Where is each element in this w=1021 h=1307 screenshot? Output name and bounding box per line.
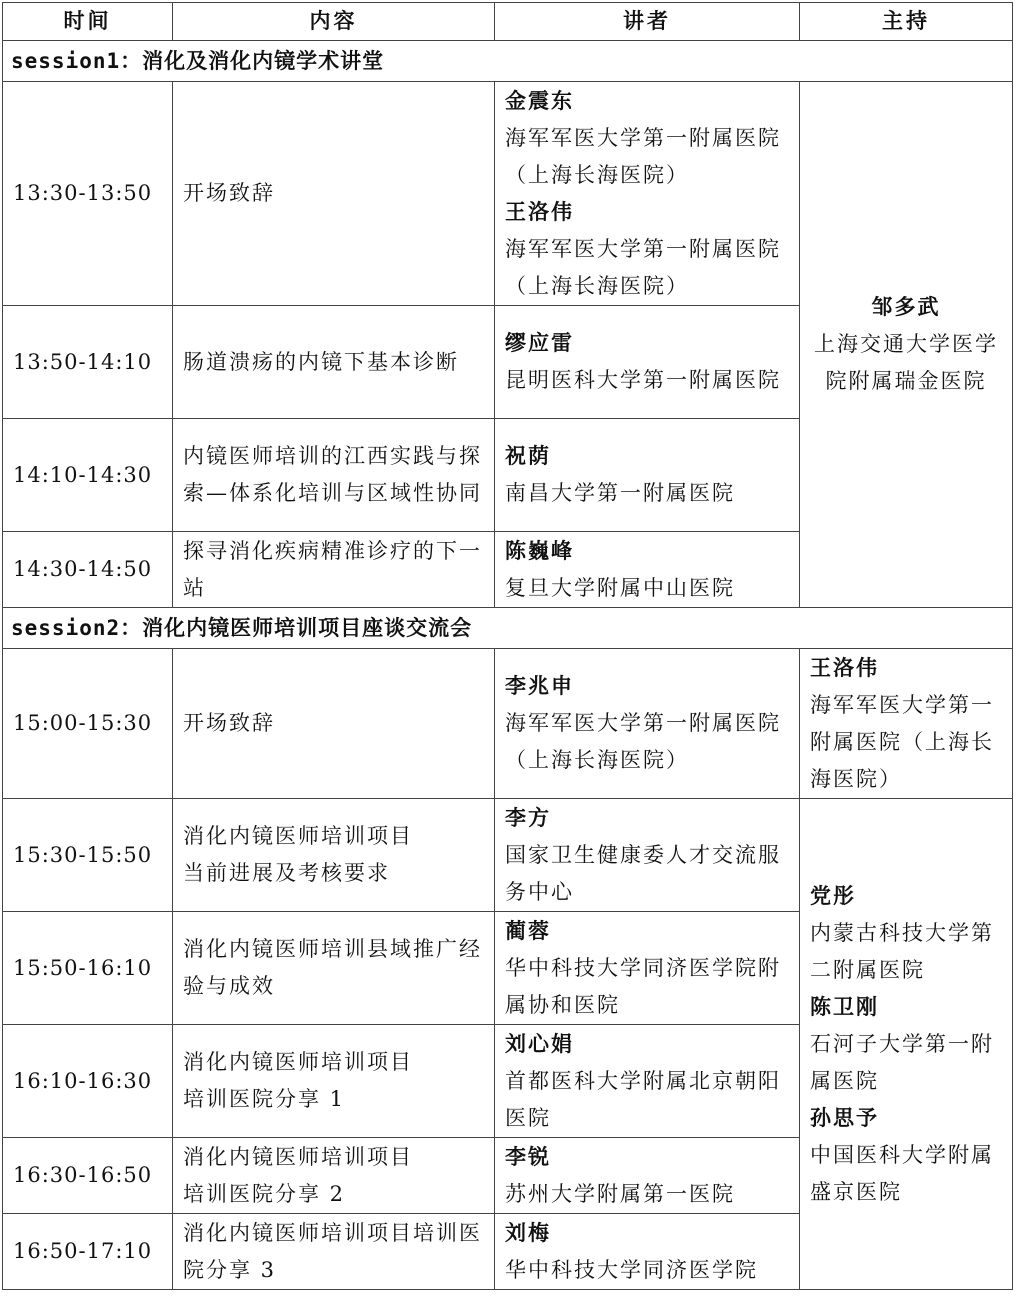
content-cell: 探寻消化疾病精准诊疗的下一站 — [173, 532, 495, 608]
speaker-name: 刘心娟 — [505, 1031, 574, 1056]
speaker-cell — [495, 649, 800, 799]
time-cell: 14:10-14:30 — [3, 419, 173, 532]
speaker-org: 首都医科大学附属北京朝阳医院 — [505, 1068, 781, 1130]
time-cell: 15:00-15:30 — [3, 649, 173, 799]
content-line: 培训医院分享 1 — [183, 1087, 346, 1111]
content-line: 消化内镜医师培训项目 — [183, 824, 413, 848]
table-row — [3, 799, 1013, 912]
content-line: 消化内镜医师培训项目 — [183, 1050, 413, 1074]
speaker-name: 缪应雷 — [505, 331, 574, 355]
speaker-org: 昆明医科大学第一附属医院 — [505, 368, 781, 392]
speaker-org: 南昌大学第一附属医院 — [505, 481, 735, 505]
time-cell: 15:50-16:10 — [3, 912, 173, 1025]
time-cell: 13:30-13:50 — [3, 82, 173, 306]
table-row — [3, 82, 1013, 306]
content-cell: 消化内镜医师培训县域推广经验与成效 — [173, 912, 495, 1025]
host-name: 邹多武 — [871, 295, 941, 319]
speaker-org: 华中科技大学同济医学院附属协和医院 — [505, 955, 781, 1017]
host-org: 中国医科大学附属盛京医院 — [810, 1142, 994, 1204]
host-org: 海军军医大学第一附属医院（上海长海医院） — [810, 692, 994, 791]
content-cell: 肠道溃疡的内镜下基本诊断 — [173, 306, 495, 419]
host-name: 陈卫刚 — [810, 994, 879, 1019]
header-time: 时间 — [3, 3, 173, 41]
time-cell: 15:30-15:50 — [3, 799, 173, 912]
speaker-org: 海军军医大学第一附属医院（上海长海医院） — [505, 711, 781, 772]
speaker-cell — [495, 419, 800, 532]
speaker-name: 李锐 — [505, 1144, 551, 1169]
content-cell: 开场致辞 — [173, 82, 495, 306]
content-line: 当前进展及考核要求 — [183, 861, 390, 885]
speaker-cell — [495, 532, 800, 608]
host-org: 上海交通大学医学院附属瑞金医院 — [814, 332, 998, 393]
speaker-cell — [495, 306, 800, 419]
time-cell: 14:30-14:50 — [3, 532, 173, 608]
host-name: 王洛伟 — [810, 655, 879, 680]
session2-row — [3, 608, 1013, 649]
speaker-name: 陈巍峰 — [505, 538, 574, 563]
speaker-org: 苏州大学附属第一医院 — [505, 1181, 735, 1206]
speaker-cell — [495, 1138, 800, 1214]
speaker-name: 刘梅 — [505, 1220, 551, 1245]
content-cell: 内镜医师培训的江西实践与探索—体系化培训与区域性协同 — [173, 419, 495, 532]
time-cell: 16:50-17:10 — [3, 1214, 173, 1290]
host-cell — [800, 799, 1013, 1290]
host-org: 内蒙古科技大学第二附属医院 — [810, 920, 994, 982]
content-cell — [173, 1138, 495, 1214]
host-name: 党彤 — [810, 883, 856, 908]
content-cell — [173, 799, 495, 912]
speaker-org: 华中科技大学同济医学院 — [505, 1257, 758, 1282]
session2-title: session2：消化内镜医师培训项目座谈交流会 — [3, 608, 1013, 649]
table-row — [3, 649, 1013, 799]
speaker-name: 祝荫 — [505, 444, 551, 468]
header-content: 内容 — [173, 3, 495, 41]
speaker-cell — [495, 912, 800, 1025]
speaker-org: 复旦大学附属中山医院 — [505, 575, 735, 600]
agenda-table — [2, 2, 1013, 1290]
time-cell: 16:30-16:50 — [3, 1138, 173, 1214]
header-row — [3, 3, 1013, 41]
speaker-cell — [495, 1025, 800, 1138]
speaker-name: 王洛伟 — [505, 199, 574, 224]
time-cell: 13:50-14:10 — [3, 306, 173, 419]
speaker-cell — [495, 799, 800, 912]
speaker-name: 李兆申 — [505, 674, 574, 698]
speaker-org: 海军军医大学第一附属医院（上海长海医院） — [505, 125, 781, 187]
host-org: 石河子大学第一附属医院 — [810, 1031, 994, 1093]
speaker-name: 金震东 — [505, 88, 574, 113]
speaker-cell — [495, 82, 800, 306]
host-cell — [800, 82, 1013, 608]
header-host: 主持 — [800, 3, 1013, 41]
speaker-org: 海军军医大学第一附属医院（上海长海医院） — [505, 236, 781, 298]
session1-title: session1：消化及消化内镜学术讲堂 — [3, 41, 1013, 82]
content-cell — [173, 1025, 495, 1138]
time-cell: 16:10-16:30 — [3, 1025, 173, 1138]
host-name: 孙思予 — [810, 1105, 879, 1130]
speaker-name: 蔺蓉 — [505, 918, 551, 943]
content-line: 培训医院分享 2 — [183, 1181, 346, 1206]
content-cell: 开场致辞 — [173, 649, 495, 799]
speaker-name: 李方 — [505, 805, 551, 830]
header-speaker: 讲者 — [495, 3, 800, 41]
host-cell — [800, 649, 1013, 799]
content-line: 消化内镜医师培训项目 — [183, 1144, 413, 1169]
content-cell: 消化内镜医师培训项目培训医院分享 3 — [173, 1214, 495, 1290]
speaker-org: 国家卫生健康委人才交流服务中心 — [505, 842, 781, 904]
speaker-cell — [495, 1214, 800, 1290]
session1-row — [3, 41, 1013, 82]
